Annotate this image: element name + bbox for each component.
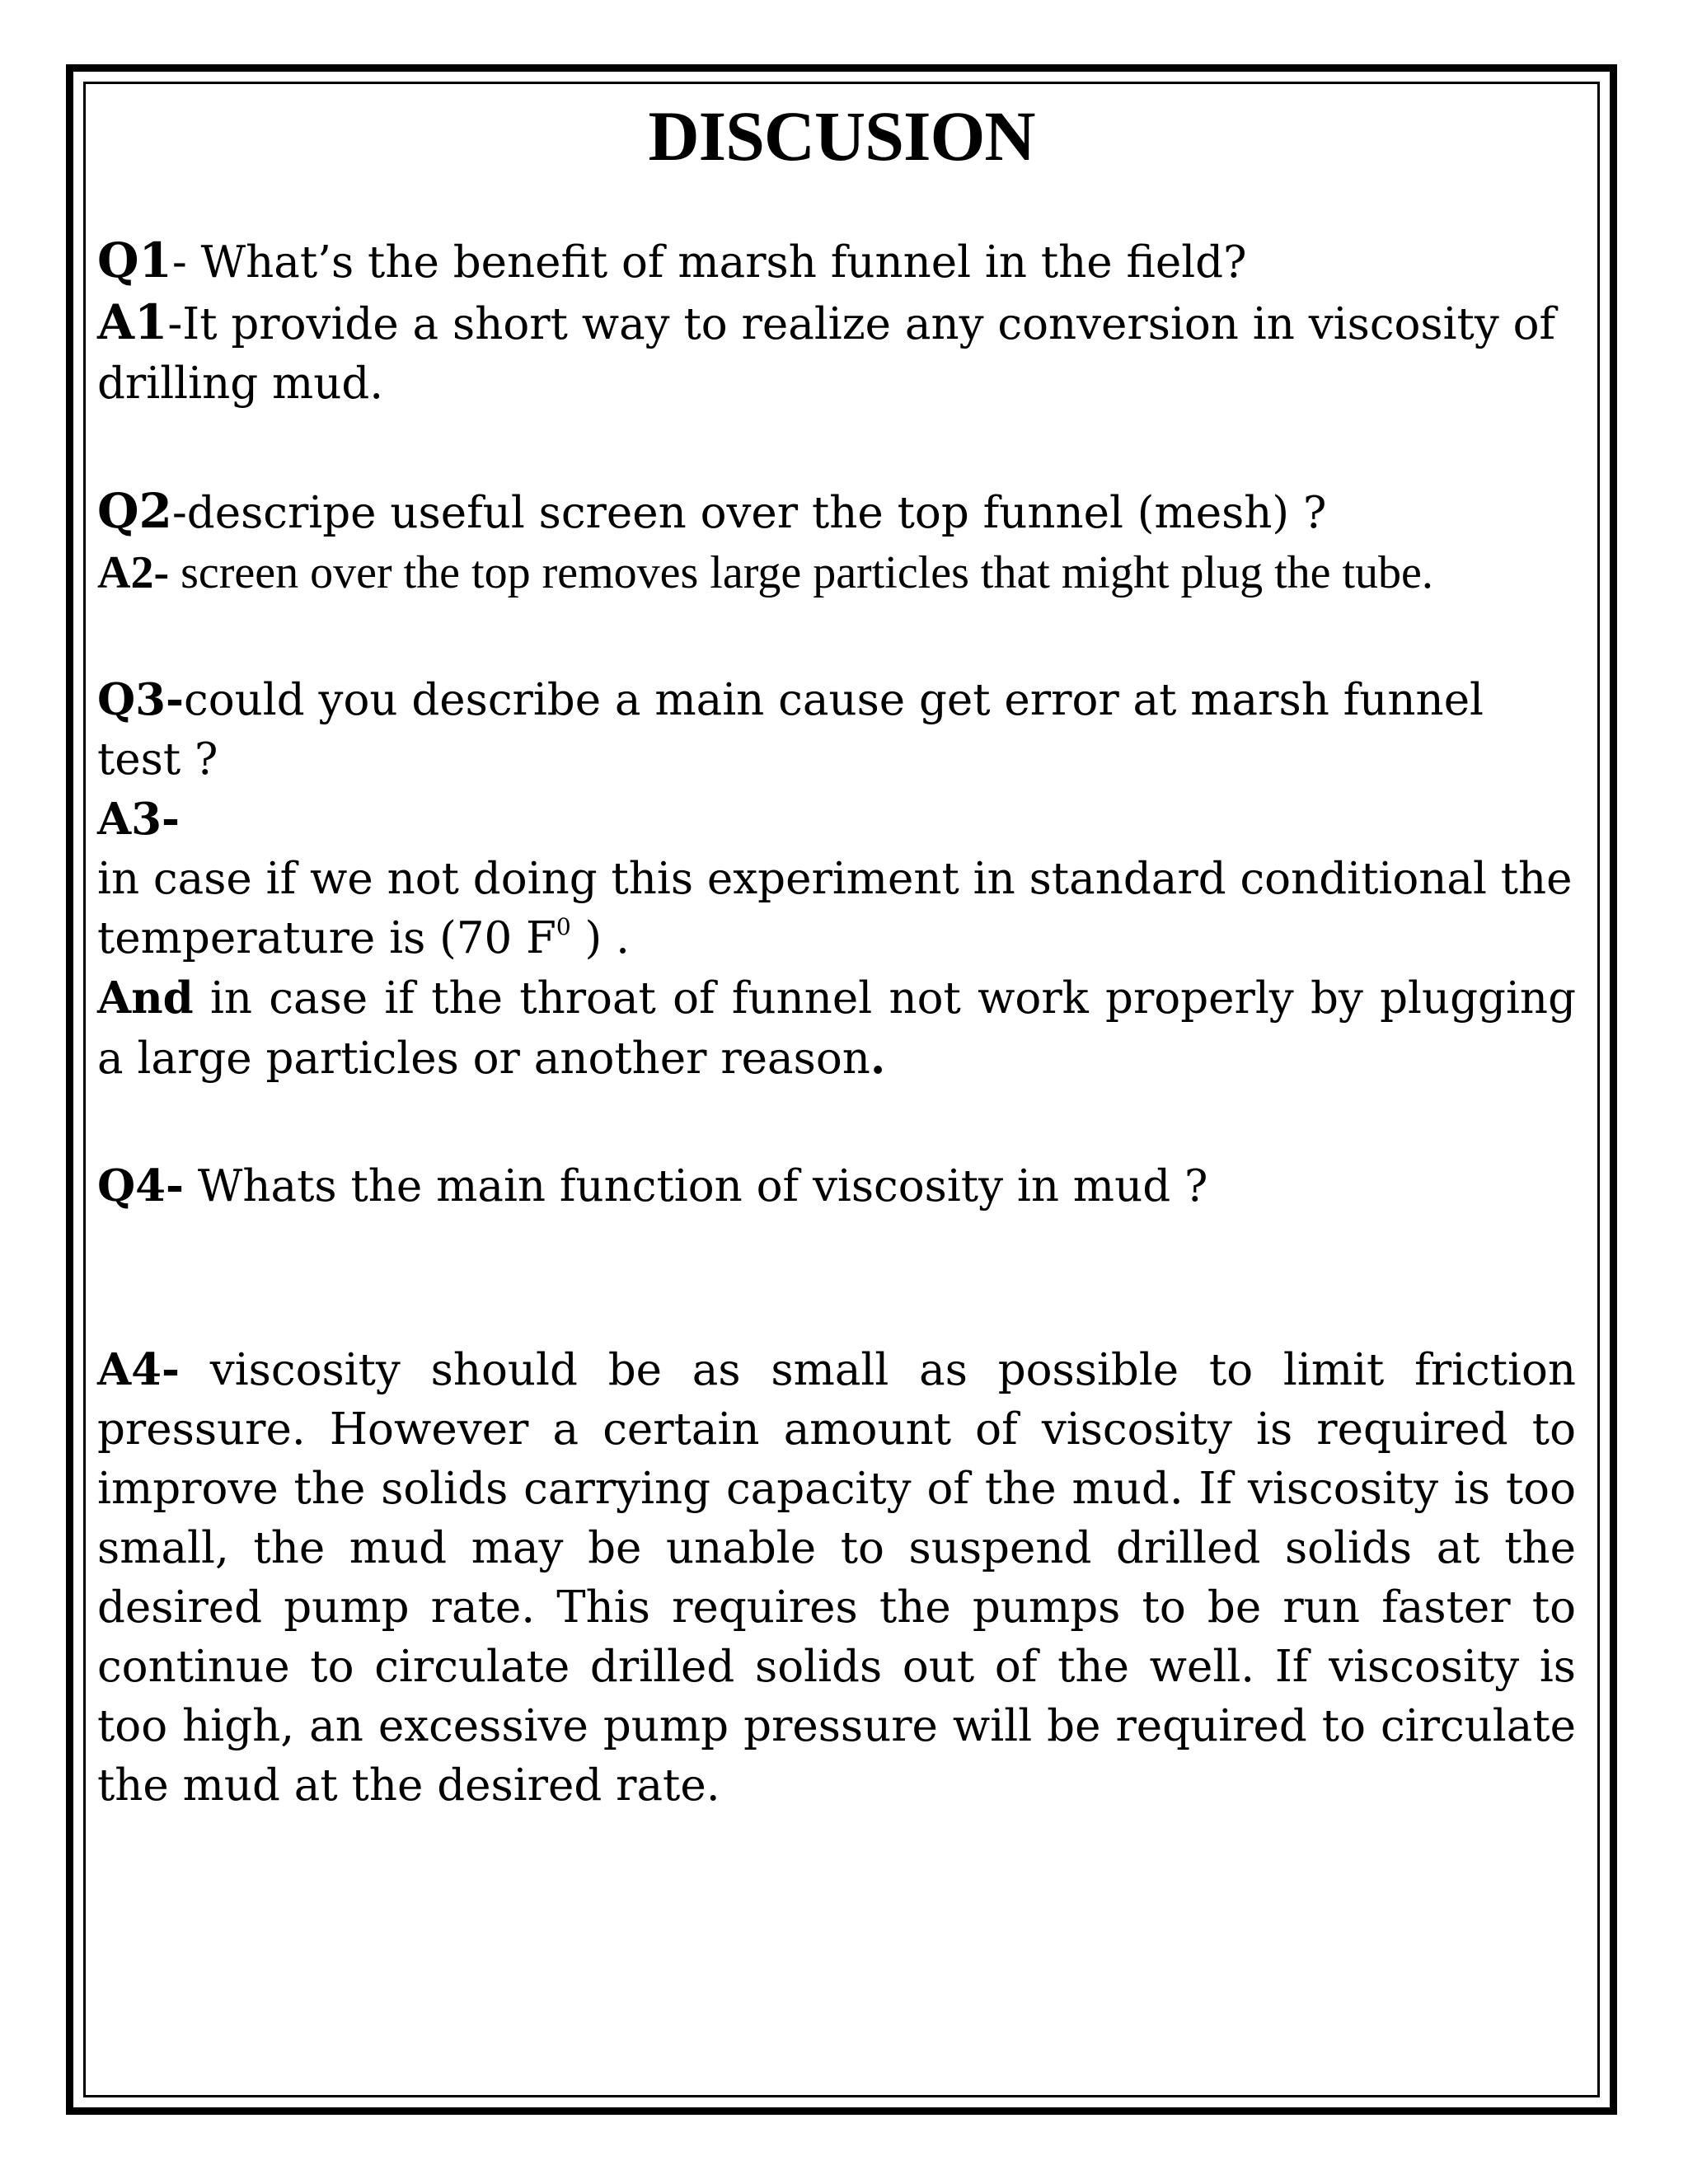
question-3 [97, 670, 1576, 790]
answer-3-text-2-end: . [870, 1033, 886, 1084]
answer-3-heading [97, 790, 1576, 850]
question-2-label: Q2 [97, 483, 172, 539]
question-3-label: Q3- [97, 674, 185, 725]
answer-4-text: viscosity should be as small as possible to limit friction pressure. However a certain amount of viscosity is required to improve the solids carrying capacity of the mud. If viscosity is too small, the mud may be unable to suspend drilled solids at the desired pump rate. This requires the pumps to be run faster to continue to circulate drilled solids out of the well. If viscosity is too high, an excessive pump pressure will be required to circulate the mud at the desired rate. [97, 1345, 1576, 1811]
question-4-text: Whats the main function of viscosity in mud ? [184, 1161, 1208, 1212]
answer-2-label: A2- [97, 547, 170, 598]
answer-1-text: -It provide a short way to realize any conversion in viscosity of drilling mud. [97, 299, 1556, 409]
page-border-outer [66, 64, 1617, 2115]
page-title: DISCUSION [648, 96, 1035, 176]
answer-3-text-1-end: ) . [570, 913, 630, 963]
question-4-label: Q4- [97, 1160, 185, 1212]
answer-3-text-1: in case if we not doing this experiment in standard conditional the temperature is (70 F [97, 854, 1573, 963]
answer-2 [97, 543, 1576, 602]
answer-4 [97, 1340, 1576, 1816]
question-3-text: could you describe a main cause get error at marsh funnel test ? [97, 675, 1484, 785]
answer-1-label: A1 [97, 294, 168, 350]
answer-3-line-1 [97, 850, 1576, 968]
question-2 [97, 481, 1576, 543]
spacer [97, 602, 1576, 670]
spacer [97, 1089, 1576, 1156]
superscript-zero: 0 [556, 913, 571, 940]
and-label: And [97, 972, 194, 1024]
question-1-label: Q1 [97, 232, 172, 288]
question-1 [97, 231, 1576, 293]
discussion-content [97, 231, 1576, 1816]
question-1-text: - What’s the benefit of marsh funnel in the field? [171, 237, 1247, 288]
spacer [97, 414, 1576, 481]
page-border-inner [83, 82, 1600, 2097]
answer-2-text: screen over the top removes large particles that might plug the tube. [169, 547, 1433, 598]
question-4 [97, 1156, 1576, 1216]
question-2-text: -descripe useful screen over the top funnel (mesh) ? [171, 488, 1327, 538]
answer-3-text-2: in case if the throat of funnel not work properly by plugging a large particles or another reason [97, 973, 1576, 1084]
answer-1 [97, 293, 1576, 414]
answer-3-line-2 [97, 968, 1576, 1089]
answer-4-label: A4- [97, 1344, 180, 1395]
spacer [97, 1216, 1576, 1340]
answer-3-label: A3- [97, 794, 180, 845]
